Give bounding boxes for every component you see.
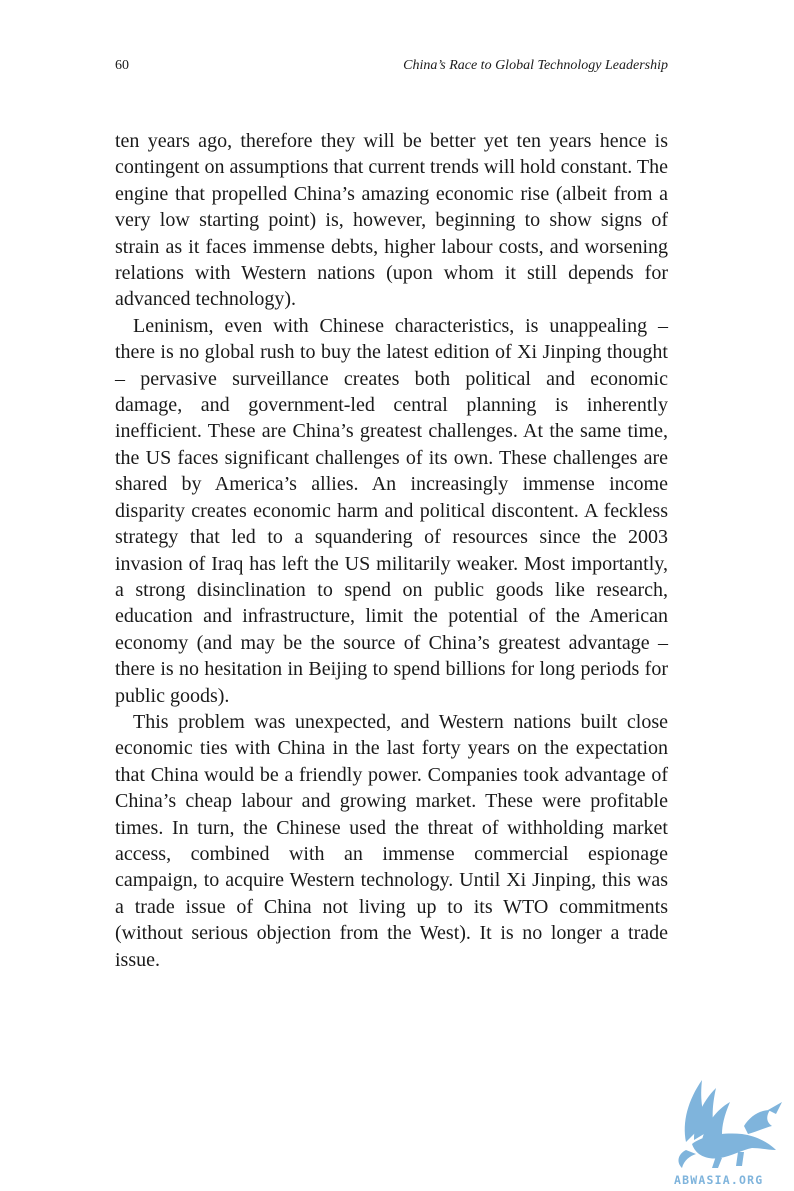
page-number: 60: [115, 58, 129, 73]
griffin-logo-icon: [672, 1070, 794, 1170]
paragraph-1: ten years ago, therefore they will be better yet ten years hence is contingent on assumptions that current trends will hold constant. The engine that propelled China’s amazing economic rise (albeit from a very low starting point) is, however, beginning to show signs of strain as it faces immense debts, higher labour costs, and worsening relations with Western nations (upon whom it still depends for advanced technology).: [115, 130, 668, 311]
paragraph-2: Leninism, even with Chinese characteristics, is unappealing – there is no global rush to buy the latest edition of Xi Jinping thought – pervasive surveillance creates both political and economic damage, and government-led central planning is inherently inefficient. These are China’s greatest challenges. At the same time, the US faces significant challenges of its own. These challenges are shared by America’s allies. An increasingly immense income disparity creates economic harm and political discontent. A feckless strategy that led to a squandering of resources since the 2003 invasion of Iraq has left the US militarily weaker. Most importantly, a strong disinclination to spend on public goods like research, education and infrastructure, limit the potential of the American economy (and may be the source of China’s greatest advantage – there is no hesitation in Beijing to spend billions for long periods for public goods).: [115, 314, 668, 707]
page-header: [115, 58, 668, 82]
paragraph-3: This problem was unexpected, and Western nations built close economic ties with China in the last forty years on the expectation that China would be a friendly power. Companies took advantage of China’s cheap labour and growing market. These were profitable times. In turn, the Chinese used the threat of withholding market access, combined with an immense commercial espionage campaign, to acquire Western technology. Until Xi Jinping, this was a trade issue of China not living up to its WTO commitments (without serious objection from the West). It is no longer a trade issue.: [115, 710, 668, 971]
running-title: China’s Race to Global Technology Leadership: [403, 58, 668, 73]
watermark: [672, 1070, 794, 1191]
watermark-text: ABWASIA.ORG: [674, 1173, 764, 1187]
body-text: [115, 128, 668, 973]
